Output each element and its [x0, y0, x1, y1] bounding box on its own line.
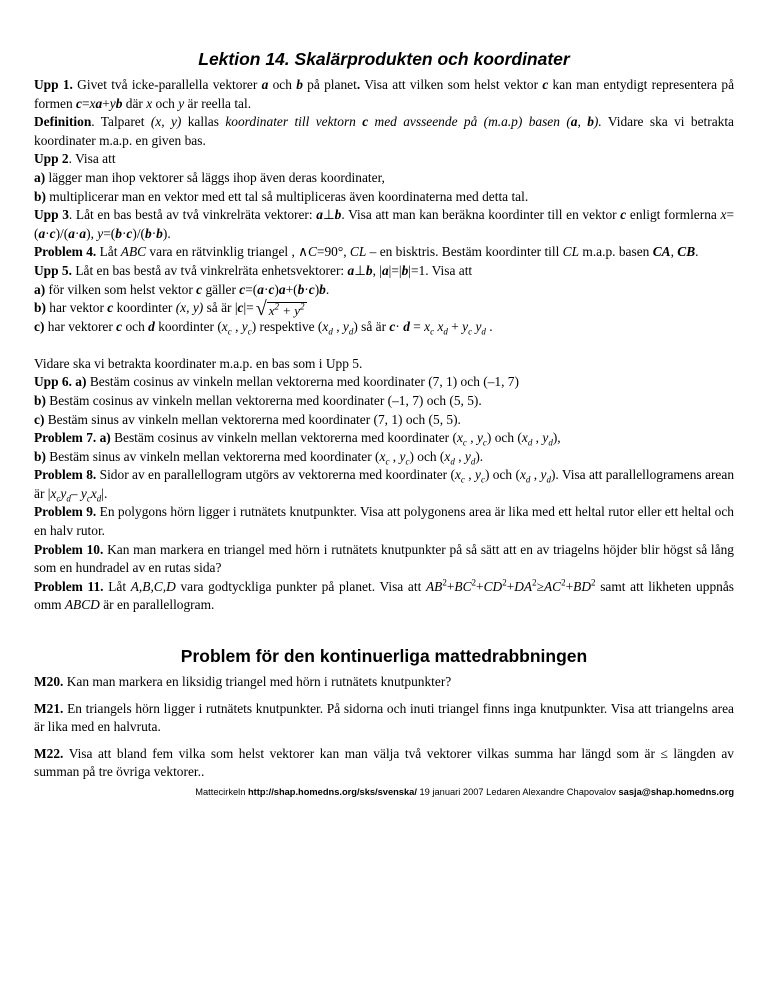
text-segment: .	[356, 77, 361, 92]
text-segment: y	[342, 319, 349, 335]
text-segment: Problem 8.	[34, 467, 97, 483]
lesson-paragraph	[34, 206, 734, 243]
text-segment: ⊥	[322, 207, 335, 223]
text-segment: +	[476, 578, 484, 594]
text-segment: b	[296, 77, 303, 92]
text-segment: Problem 7. a)	[34, 430, 111, 446]
text-segment: ABC	[120, 244, 147, 260]
text-segment: 2	[274, 301, 279, 312]
text-segment: koordinter (	[154, 319, 222, 335]
text-segment: c	[308, 281, 315, 297]
text-segment: +(	[285, 281, 298, 297]
text-segment: 2	[561, 577, 566, 588]
lesson-paragraph	[34, 429, 734, 448]
text-segment: x	[268, 303, 275, 319]
text-segment: y	[97, 225, 104, 241]
text-segment: ) respektive (	[251, 319, 323, 335]
text-segment: d	[470, 456, 476, 467]
text-segment: samt att likheten uppnås omm	[34, 578, 734, 613]
text-segment: a	[95, 95, 103, 111]
text-segment: – en bisktris. Bestäm koordinter till	[366, 244, 563, 260]
lesson-paragraph	[34, 448, 734, 467]
text-segment: d	[443, 326, 448, 337]
text-segment: m.a.p. basen	[579, 244, 653, 260]
competition-paragraph	[34, 745, 734, 782]
text-segment: .	[325, 281, 330, 297]
text-segment: på planet	[302, 77, 357, 92]
text-segment: Problem 4.	[34, 244, 97, 260]
text-segment: DA	[514, 578, 533, 594]
text-segment: d	[527, 437, 533, 448]
text-segment: ) så är	[353, 319, 390, 335]
lesson-paragraph	[34, 318, 734, 337]
text-segment: ,	[389, 448, 400, 464]
text-segment: M22.	[34, 745, 64, 761]
text-segment: d	[481, 326, 486, 337]
text-segment: y	[399, 448, 406, 464]
text-segment: b	[145, 225, 152, 241]
text-segment: ,	[454, 448, 465, 464]
text-segment: CD	[483, 578, 503, 594]
text-segment: y	[462, 319, 469, 335]
text-segment: ,	[231, 319, 242, 335]
footer-prefix: Mattecirkeln	[195, 787, 248, 797]
text-segment: x	[519, 467, 526, 483]
text-segment: a	[261, 77, 269, 92]
competition-problems	[34, 673, 734, 782]
text-segment: ·	[74, 225, 80, 241]
text-segment: c	[542, 77, 549, 92]
text-segment: ),	[86, 225, 98, 241]
radical-sign: √	[255, 298, 267, 321]
text-segment: y	[542, 430, 549, 446]
lesson-paragraph	[34, 169, 734, 188]
text-segment: y	[60, 485, 67, 501]
text-segment: Upp 3	[34, 207, 69, 223]
text-segment: c	[196, 281, 203, 297]
text-segment: x	[456, 430, 463, 446]
text-segment: Låt en bas bestå av två vinkrelräta enhetsvektorer:	[71, 262, 348, 278]
text-segment: =	[81, 95, 90, 111]
text-segment: så är |	[203, 300, 238, 316]
text-segment: x	[221, 319, 228, 335]
text-segment: y	[241, 319, 248, 335]
text-segment: 2	[532, 577, 537, 588]
lesson-paragraph	[34, 281, 734, 300]
text-segment: .	[485, 319, 493, 335]
text-segment: x	[424, 319, 431, 335]
text-segment: lägger man ihop vektorer så läggs ihop även deras koordinater,	[45, 169, 385, 185]
text-segment: a)	[34, 281, 46, 297]
text-segment: vara godtyckliga punkter på planet. Visa att	[175, 578, 426, 594]
text-segment: x	[720, 207, 727, 223]
text-segment: ·	[304, 281, 309, 297]
text-segment: d	[96, 493, 102, 504]
text-segment: Visa att bland fem vilka som helst vektorer kan man välja två vektorer vilkas summa har längd som är ≤ längden av summan på tre övriga vektorer..	[34, 745, 734, 780]
text-segment: d	[348, 326, 354, 337]
text-segment: c)	[34, 411, 45, 427]
text-segment: Kan man markera en liksidig triangel med hörn i rutnätets knutpunkter?	[63, 674, 452, 690]
lesson-paragraph	[34, 411, 734, 430]
text-segment: c	[76, 95, 82, 111]
text-segment: +	[446, 578, 455, 594]
text-segment: enligt formlerna	[626, 207, 721, 223]
text-segment: |.	[101, 485, 108, 501]
text-segment: b	[115, 225, 122, 241]
text-segment: .	[695, 244, 699, 260]
text-segment: 2	[471, 577, 477, 588]
text-segment: Visa att vilken som helst vektor	[360, 77, 543, 92]
text-segment: 2	[591, 577, 596, 588]
text-segment: )	[314, 281, 320, 297]
lesson-paragraph	[34, 373, 734, 392]
text-segment: c	[405, 456, 410, 467]
footer-url: http://shap.homedns.org/sks/svenska/	[247, 787, 417, 797]
text-segment: BD	[573, 578, 592, 594]
text-segment: =	[409, 319, 425, 335]
text-segment: Upp 6. a)	[34, 374, 87, 390]
text-segment: 2	[502, 577, 507, 588]
text-segment: =90°,	[316, 244, 350, 260]
text-segment: (x, y)	[175, 300, 204, 316]
text-segment: Definition	[34, 114, 92, 130]
text-segment: (x, y)	[150, 114, 182, 130]
text-segment: ) och (	[484, 467, 520, 483]
text-segment: +	[565, 578, 574, 594]
text-segment: Bestäm cosinus av vinkeln mellan vektorerna med koordinater (	[110, 430, 457, 446]
lesson-paragraph	[34, 113, 734, 150]
text-segment: C	[307, 244, 317, 260]
text-segment: b)	[34, 392, 46, 408]
competition-paragraph	[34, 673, 734, 692]
text-segment: |=1. Visa att	[408, 262, 473, 278]
text-segment: ⊥	[354, 262, 366, 278]
text-segment: ·	[263, 281, 269, 297]
text-segment: ). Visa att parallellogramens arean är |	[34, 467, 735, 501]
text-segment: Upp 1.	[34, 77, 78, 92]
text-segment: ,	[670, 244, 678, 260]
lesson-paragraph	[34, 392, 734, 411]
text-segment: y	[178, 95, 185, 111]
text-segment: för vilken som helst vektor	[45, 281, 197, 297]
text-segment: Upp 5.	[34, 262, 72, 278]
text-segment: +	[506, 578, 515, 594]
text-segment: CA	[652, 244, 671, 260]
text-segment: Vidare ska vi betrakta koordinater m.a.p. en bas som i Upp 5.	[34, 355, 363, 371]
radicand	[267, 302, 307, 318]
text-segment: x	[322, 319, 329, 335]
text-segment: c	[385, 456, 390, 467]
text-segment: |=	[243, 300, 254, 316]
text-segment: b	[319, 281, 326, 297]
text-segment: Problem 9.	[34, 504, 97, 520]
text-segment: a	[381, 262, 389, 278]
text-segment: b	[401, 262, 409, 278]
text-segment: c)	[34, 319, 45, 335]
lesson-paragraph	[34, 466, 734, 503]
text-segment: a	[257, 281, 264, 297]
text-segment: + y	[278, 303, 301, 319]
text-segment: Vidare ska vi betrakta koordinater m.a.p. en given bas.	[34, 114, 734, 148]
text-segment: y	[464, 448, 471, 464]
text-segment: c	[430, 326, 435, 337]
footer-email: sasja@shap.homedns.org	[618, 787, 734, 797]
text-segment: Bestäm cosinus av vinkeln mellan vektorerna med koordinater (–1, 7) och (5, 5).	[45, 392, 482, 408]
text-segment: Kan man markera en triangel med hörn i rutnätets knutpunkter på så sätt att en av triagelns höjder blir högst så lång som en hundradel av en rutas sida?	[34, 541, 734, 576]
text-segment: Upp 2	[34, 151, 69, 167]
lesson-paragraph	[34, 298, 734, 321]
text-segment: c	[389, 319, 396, 335]
text-segment: ).	[162, 225, 171, 241]
text-segment: c	[56, 493, 61, 504]
text-segment: b	[587, 114, 594, 130]
text-segment: är reella tal.	[184, 95, 252, 111]
text-segment: c	[239, 281, 246, 297]
text-segment: c	[362, 114, 369, 130]
lesson-paragraph	[34, 503, 734, 540]
lesson-paragraph	[34, 355, 734, 374]
text-segment: CL	[349, 244, 367, 260]
text-segment: a	[79, 225, 87, 241]
text-segment: Givet två icke-parallella vektorer	[77, 77, 262, 92]
text-segment: x	[89, 95, 96, 111]
text-segment: x	[521, 430, 528, 446]
text-segment: har vektorer	[44, 319, 117, 335]
text-segment: vara en rätvinklig triangel , ∧	[146, 244, 308, 260]
text-segment: multiplicerar man en vektor med ett tal så multipliceras även koordinaterna med detta tal.	[45, 188, 529, 204]
text-segment: . Låt en bas bestå av två vinkrelräta vektorer:	[68, 207, 317, 223]
text-segment: är en parallellogram.	[99, 597, 215, 613]
text-segment: c	[480, 474, 485, 485]
text-segment: Bestäm cosinus av vinkeln mellan vektorerna med koordinater (7, 1) och (–1, 7)	[86, 374, 519, 390]
text-segment: b	[115, 95, 123, 111]
text-segment: x	[444, 448, 451, 464]
text-segment: c	[49, 225, 56, 241]
text-segment: 2	[300, 301, 305, 312]
text-segment: b)	[34, 448, 46, 464]
text-segment: En triangels hörn ligger i rutnätets knutpunkter. På sidorna och inuti triangel finns inga knutpunkter. Visa att triangelns area är lika med en halvruta.	[34, 700, 734, 735]
text-segment: . Visa att	[68, 151, 116, 167]
text-segment: ).	[593, 114, 602, 130]
text-segment: +	[447, 319, 463, 335]
text-segment: y	[475, 319, 482, 335]
text-segment: d	[66, 493, 71, 504]
text-segment: Låt	[103, 578, 131, 594]
text-segment: Låt	[96, 244, 121, 260]
text-segment: BC	[454, 578, 472, 594]
text-segment: x	[90, 485, 97, 501]
text-segment: ),	[552, 430, 561, 446]
text-segment: c	[237, 300, 244, 316]
text-segment: c	[482, 437, 487, 448]
lesson-body	[34, 76, 734, 615]
text-segment: d	[525, 474, 531, 485]
text-segment: b	[297, 281, 305, 297]
lesson-paragraph	[34, 578, 734, 615]
text-segment: a	[347, 262, 355, 278]
text-segment: och	[122, 319, 149, 335]
text-segment: b	[334, 207, 342, 223]
text-segment: ,	[577, 114, 588, 130]
text-segment: ) och (	[409, 448, 445, 464]
text-segment: y	[540, 467, 547, 483]
text-segment: –	[70, 485, 81, 501]
text-segment: x	[379, 448, 386, 464]
text-segment: 2	[442, 577, 447, 588]
text-segment: b	[156, 225, 163, 241]
text-segment: ,	[464, 467, 475, 483]
text-segment: Bestäm sinus av vinkeln mellan vektorerna med koordinater (7, 1) och (5, 5).	[44, 411, 461, 427]
competition-paragraph	[34, 700, 734, 737]
lesson-paragraph	[34, 243, 734, 262]
text-segment: d	[328, 326, 333, 337]
text-segment: ,	[332, 319, 343, 335]
text-segment: ,	[530, 467, 541, 483]
text-segment: med avsseende på (m.a.p) basen (	[368, 114, 571, 130]
text-segment: a)	[34, 169, 46, 185]
text-segment: y	[80, 485, 87, 501]
text-segment: |=|	[388, 262, 402, 278]
square-root	[255, 298, 307, 321]
text-segment: c	[107, 300, 114, 316]
text-segment: AB	[425, 578, 443, 594]
text-segment: c	[126, 225, 133, 241]
text-segment: M20.	[34, 674, 64, 690]
text-segment: c	[462, 437, 467, 448]
text-segment: b)	[34, 300, 46, 316]
text-segment: =(	[103, 225, 116, 241]
text-segment: CL	[562, 244, 580, 260]
text-segment: b	[365, 262, 373, 278]
text-segment: c	[227, 326, 232, 337]
text-segment: gäller	[202, 281, 240, 297]
text-segment: och	[152, 95, 179, 111]
text-segment: x	[50, 485, 57, 501]
text-segment: En polygons hörn ligger i rutnätets knutpunkter. Visa att polygonens area är lika med ett heltal rutor eller ett heltal och en halv rutor.	[34, 504, 734, 539]
text-segment: . Talparet	[91, 114, 151, 130]
section-title: Problem för den kontinuerliga mattedrabbningen	[180, 646, 588, 667]
text-segment: . Visa att man kan beräkna koordinter till en vektor	[341, 207, 621, 223]
text-segment: och	[268, 77, 297, 92]
text-segment: +	[102, 95, 110, 111]
text-segment: c	[468, 326, 473, 337]
page-footer	[34, 786, 734, 798]
text-segment: har vektor	[45, 300, 108, 316]
text-segment: )/(	[132, 225, 145, 241]
text-segment: d	[548, 437, 553, 448]
text-segment: CB	[677, 244, 696, 260]
text-segment: Sidor av en parallellogram utgörs av vektorerna med koordinater (	[96, 467, 455, 483]
text-segment: c	[268, 281, 275, 297]
footer-middle: 19 januari 2007 Ledaren Alexandre Chapovalov	[416, 787, 619, 797]
lesson-paragraph	[34, 150, 734, 169]
text-segment: d	[148, 319, 155, 335]
text-segment: =(	[34, 207, 734, 241]
text-segment: koordinater till vektorn	[225, 114, 363, 130]
lesson-paragraph	[34, 188, 734, 207]
text-segment: y	[476, 430, 483, 446]
text-segment: kallas	[181, 114, 226, 130]
text-segment: x	[437, 319, 444, 335]
text-segment: ,	[532, 430, 543, 446]
text-segment: y	[474, 467, 481, 483]
text-segment: b)	[34, 188, 46, 204]
text-segment: c	[620, 207, 627, 223]
text-segment: ·	[121, 225, 127, 241]
text-segment: Problem 11.	[34, 578, 104, 594]
lesson-paragraph	[34, 76, 734, 113]
text-segment: d	[403, 319, 410, 335]
text-segment: a	[570, 114, 578, 130]
text-segment: y	[109, 95, 116, 111]
text-segment: Bestäm sinus av vinkeln mellan vektorerna med koordinater (	[45, 448, 380, 464]
text-segment: kan man entydigt representera på formen	[34, 77, 735, 111]
text-segment: a	[278, 281, 286, 297]
text-segment: där	[122, 95, 147, 111]
text-segment: ·	[45, 225, 50, 241]
text-segment: Problem 10.	[34, 541, 104, 557]
text-segment: ).	[475, 448, 484, 464]
text-segment: )	[274, 281, 279, 297]
document-page	[34, 48, 734, 782]
text-segment: AC	[543, 578, 562, 594]
lesson-paragraph	[34, 541, 734, 578]
text-segment: ≥	[536, 578, 544, 594]
text-segment: c	[86, 493, 91, 504]
text-segment: )/(	[55, 225, 69, 241]
text-segment: ·	[151, 225, 157, 241]
text-segment: koordinter	[113, 300, 176, 316]
text-segment: c	[247, 326, 252, 337]
text-segment: , |	[372, 262, 382, 278]
text-segment: x	[454, 467, 461, 483]
text-segment: =(	[245, 281, 258, 297]
text-segment: d	[546, 474, 551, 485]
page-title: Lektion 14. Skalärprodukten och koordinater	[198, 49, 570, 69]
text-segment: x	[146, 95, 153, 111]
text-segment: c	[116, 319, 123, 335]
text-segment: A,B,C,D	[130, 578, 176, 594]
text-segment: ,	[466, 430, 477, 446]
text-segment: M21.	[34, 700, 64, 716]
text-segment: a	[38, 225, 46, 241]
text-segment: d	[450, 456, 455, 467]
text-segment: ABCD	[64, 597, 100, 613]
text-segment: ) och (	[486, 430, 522, 446]
lesson-paragraph	[34, 262, 734, 281]
text-segment: a	[316, 207, 323, 223]
text-segment: c	[460, 474, 465, 485]
text-segment: ·	[395, 319, 404, 335]
text-segment: a	[68, 225, 75, 241]
